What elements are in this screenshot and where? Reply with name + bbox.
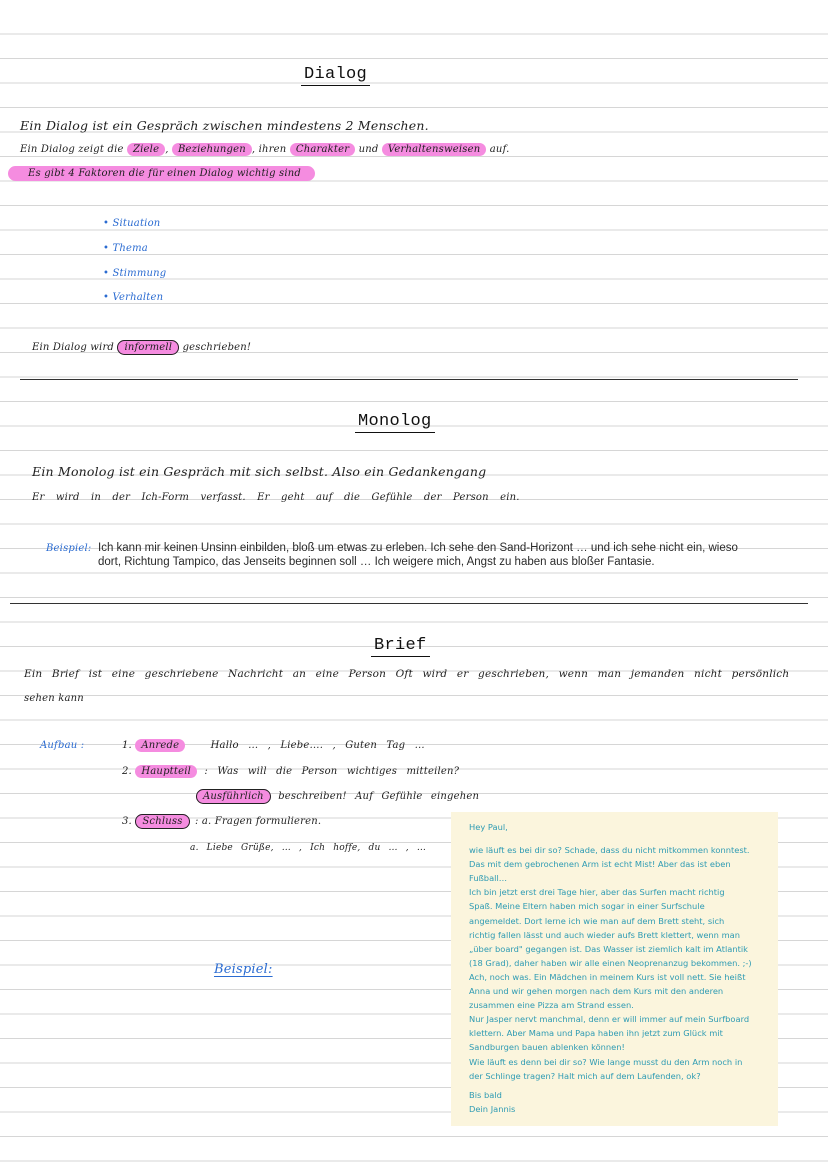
dialog-shows-mid: , ihren <box>251 144 287 155</box>
letter-line: Fußball… <box>469 873 508 884</box>
aufbau-label: Aufbau : <box>40 740 85 751</box>
letter-line: Ach, noch was. Ein Mädchen in meinem Kurs ist voll nett. Sie heißt <box>469 971 746 982</box>
highlight-ausfuehrlich: Ausführlich <box>196 789 271 804</box>
monolog-example-line-2: dort, Richtung Tampico, das Jenseits beginnen soll … Ich weigere mich, Angst zu haben aus bloßer Fantasie. <box>98 556 655 568</box>
monolog-ich-form: Er wird in der Ich-Form verfasst. Er geht auf die Gefühle der Person ein. <box>32 492 520 503</box>
highlight-hauptteil: Hauptteil <box>135 765 197 778</box>
highlight-anrede: Anrede <box>135 739 185 752</box>
dialog-factors-intro: Es gibt 4 Faktoren die für einen Dialog wichtig sind <box>8 166 315 181</box>
letter-signature: Dein Jannis <box>469 1103 516 1114</box>
dialog-definition: Ein Dialog ist ein Gespräch zwischen mindestens 2 Menschen. <box>20 118 429 133</box>
informal-suffix: geschrieben! <box>182 342 252 353</box>
factor-stimmung: • Stimmung <box>103 268 167 279</box>
dialog-informal-line <box>32 342 251 353</box>
brief-title: Brief <box>371 636 430 657</box>
hauptteil-text: : Was will die Person wichtiges mitteilen? <box>204 766 460 777</box>
highlight-charakter: Charakter <box>290 143 355 156</box>
hauptteil-detail-text: beschreiben! Auf Gefühle eingehen <box>278 791 480 802</box>
example-letter <box>451 812 778 1126</box>
letter-line: Anna und wir gehen morgen nach dem Kurs mit den anderen <box>469 986 724 997</box>
schluss-greetings: a. Liebe Grüße, … , Ich hoffe, du … , … <box>190 843 427 853</box>
dialog-title: Dialog <box>301 65 370 86</box>
dialog-shows-prefix: Ein Dialog zeigt die <box>20 144 124 155</box>
beispiel-label: Beispiel: <box>214 962 273 977</box>
dialog-shows-suffix: auf. <box>489 144 510 155</box>
part-hauptteil-detail <box>196 791 479 802</box>
section-divider <box>20 379 798 380</box>
letter-closing: Bis bald <box>469 1089 502 1100</box>
letter-line: Ich bin jetzt erst drei Tage hier, aber das Surfen macht richtig <box>469 887 725 898</box>
section-divider <box>10 603 808 604</box>
letter-greeting: Hey Paul, <box>469 822 508 832</box>
monolog-title: Monolog <box>355 412 435 433</box>
informal-prefix: Ein Dialog wird <box>32 342 115 353</box>
letter-line: Sandburgen bauen ablenken können! <box>469 1042 625 1053</box>
letter-line: Nur Jasper nervt manchmal, denn er will immer auf mein Surfboard <box>469 1014 750 1025</box>
letter-line: angemeldet. Dort lerne ich wie man auf dem Brett steht, sich <box>469 915 725 926</box>
part-hauptteil <box>122 766 459 777</box>
letter-line: wie läuft es bei dir so? Schade, dass du nicht mitkommen konntest. <box>469 845 750 856</box>
highlight-informell: informell <box>117 340 179 355</box>
letter-line: Das mit dem gebrochenen Arm ist echt Mist! Aber das ist eben <box>469 859 731 870</box>
highlight-verhaltensweisen: Verhaltensweisen <box>382 143 486 156</box>
monolog-definition: Ein Monolog ist ein Gespräch mit sich selbst. Also ein Gedankengang <box>32 464 487 479</box>
brief-definition: Ein Brief ist eine geschriebene Nachricht an eine Person Oft wird er geschrieben, wenn man jemanden nicht persönlich <box>24 668 790 680</box>
letter-line: „über board" gegangen ist. Das Wasser ist ziemlich kalt im Atlantik <box>469 943 748 954</box>
part-number: 1. <box>122 740 132 751</box>
part-number: 2. <box>122 766 132 777</box>
letter-line: richtig fallen lässt und auch wieder aufs Brett klettert, wenn man <box>469 929 741 940</box>
factor-thema: • Thema <box>103 243 148 254</box>
dialog-shows-line <box>20 144 510 155</box>
dialog-shows-und: und <box>358 144 379 155</box>
monolog-example-label: Beispiel: <box>46 543 92 554</box>
monolog-example-line-1: Ich kann mir keinen Unsinn einbilden, bloß um etwas zu erleben. Ich sehe den Sand-Horizont … und ich sehe nicht ein, wieso <box>98 542 738 554</box>
brief-definition-end: sehen kann <box>24 693 84 704</box>
letter-line: der Schlinge tragen? Halt mich auf dem Laufenden, ok? <box>469 1070 701 1081</box>
letter-line: Spaß. Meine Eltern haben mich sogar in einer Surfschule <box>469 901 705 912</box>
anrede-examples: Hallo … , Liebe…. , Guten Tag … <box>210 740 425 751</box>
letter-line: klettern. Aber Mama und Papa haben ihn jetzt zum Glück mit <box>469 1028 723 1039</box>
letter-line: zusammen eine Pizza am Strand essen. <box>469 1000 634 1011</box>
part-anrede <box>122 740 425 751</box>
factor-verhalten: • Verhalten <box>103 292 164 303</box>
part-schluss <box>122 816 321 827</box>
comma: , <box>165 144 169 155</box>
letter-line: (18 Grad), daher haben wir alle einen Neoprenanzug bekommen. ;-) <box>469 957 752 968</box>
letter-line: Wie läuft es denn bei dir so? Wie lange musst du den Arm noch in <box>469 1056 743 1067</box>
highlight-beziehungen: Beziehungen <box>172 143 252 156</box>
part-number: 3. <box>122 816 132 827</box>
factor-situation: • Situation <box>103 218 161 229</box>
highlight-schluss: Schluss <box>135 814 189 829</box>
schluss-questions: : a. Fragen formulieren. <box>194 816 322 827</box>
highlight-ziele: Ziele <box>127 143 165 156</box>
